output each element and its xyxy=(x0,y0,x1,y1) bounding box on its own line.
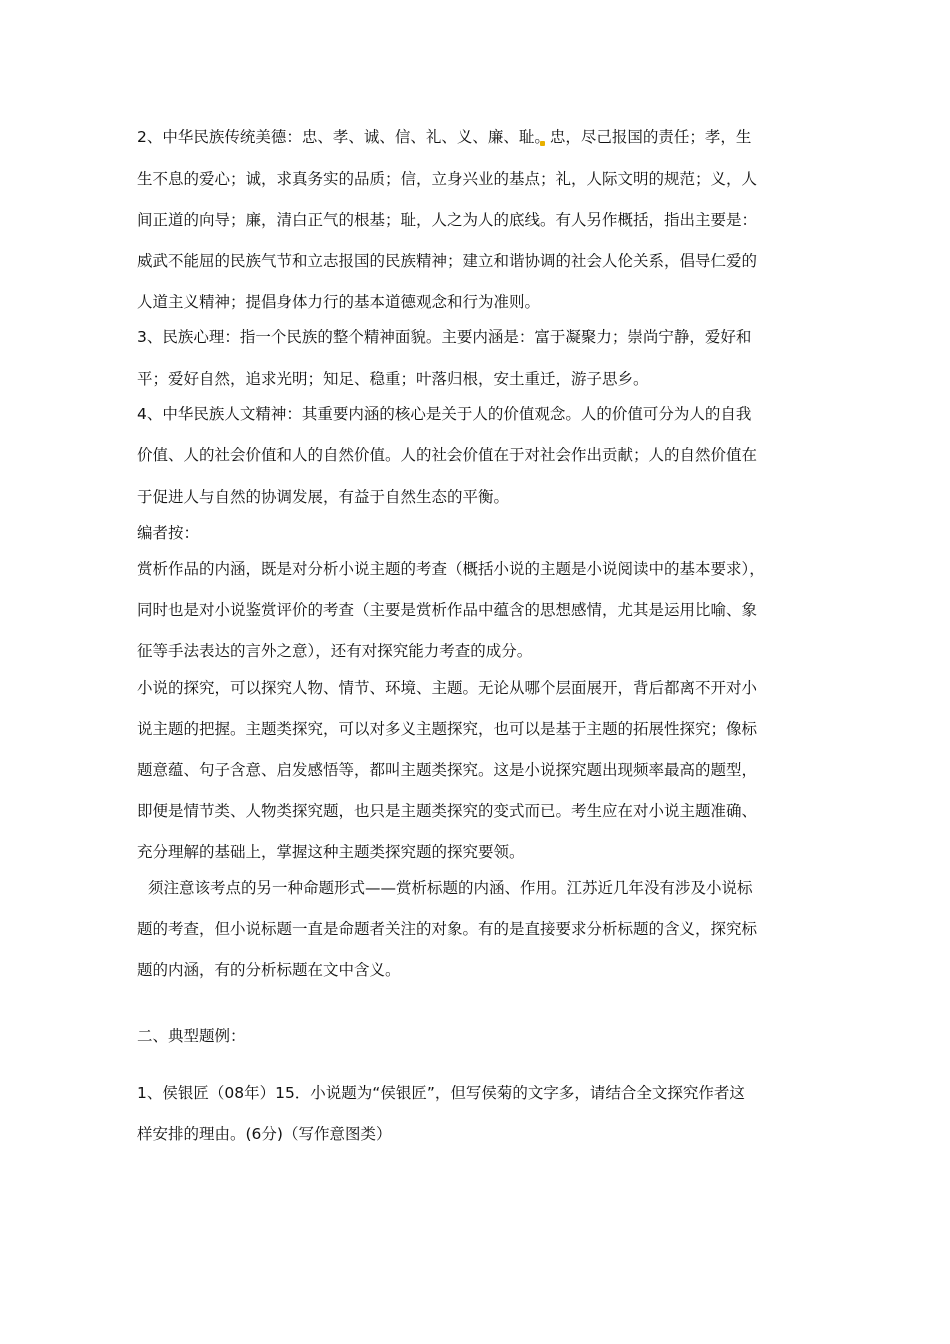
text-line: 4、中华民族人文精神：其重要内涵的核心是关于人的价值观念。人的价值可分为人的自我 xyxy=(137,405,752,423)
text-line: 题意蕴、句子含意、启发感悟等，都叫主题类探究。这是小说探究题出现频率最高的题型， xyxy=(137,761,758,779)
text-line: 样安排的理由。(6分)（写作意图类） xyxy=(137,1125,392,1143)
text-line: 生不息的爱心；诚，求真务实的品质；信，立身兴业的基点；礼，人际文明的规范；义，人 xyxy=(137,170,758,188)
text-line: 同时也是对小说鉴赏评价的考查（主要是赏析作品中蕴含的思想感情，尤其是运用比喻、象 xyxy=(137,601,758,619)
text-line: 2、中华民族传统美德：忠、孝、诚、信、礼、义、廉、耻。忠，尽己报国的责任；孝，生 xyxy=(137,128,752,146)
text-line: 题的考查，但小说标题一直是命题者关注的对象。有的是直接要求分析标题的含义，探究标 xyxy=(137,920,758,938)
text-line: 充分理解的基础上，掌握这种主题类探究题的探究要领。 xyxy=(137,843,525,861)
section-heading: 二、典型题例： xyxy=(137,1027,246,1045)
text-line: 于促进人与自然的协调发展，有益于自然生态的平衡。 xyxy=(137,488,510,506)
text-line: 价值、人的社会价值和人的自然价值。人的社会价值在于对社会作出贡献；人的自然价值在 xyxy=(137,446,758,464)
text-line: 人道主义精神；提倡身体力行的基本道德观念和行为准则。 xyxy=(137,293,541,311)
text-line: 1、侯银匠（08年）15．小说题为“侯银匠”，但写侯菊的文字多，请结合全文探究作者这 xyxy=(137,1084,745,1102)
text-line: 间正道的向导；廉，清白正气的根基；耻，人之为人的底线。有人另作概括，指出主要是： xyxy=(137,211,758,229)
text-line: 题的内涵，有的分析标题在文中含义。 xyxy=(137,961,401,979)
text-line: 威武不能屈的民族气节和立志报国的民族精神；建立和谐协调的社会人伦关系，倡导仁爱的 xyxy=(137,252,758,270)
text-line: 即便是情节类、人物类探究题，也只是主题类探究的变式而已。考生应在对小说主题准确、 xyxy=(137,802,758,820)
text-line: 征等手法表达的言外之意），还有对探究能力考查的成分。 xyxy=(137,642,533,660)
text-line: 赏析作品的内涵，既是对分析小说主题的考查（概括小说的主题是小说阅读中的基本要求）， xyxy=(137,560,765,578)
text-line: 须注意该考点的另一种命题形式——赏析标题的内涵、作用。江苏近几年没有涉及小说标 xyxy=(148,879,753,897)
text-line: 平；爱好自然，追求光明；知足、稳重；叶落归根，安土重迁，游子思乡。 xyxy=(137,370,649,388)
section-heading: 编者按： xyxy=(137,524,200,542)
text-line: 说主题的把握。主题类探究，可以对多义主题探究，也可以是基于主题的拓展性探究；像标 xyxy=(137,720,758,738)
text-line: 3、民族心理：指一个民族的整个精神面貌。主要内涵是：富于凝聚力；崇尚宁静，爱好和 xyxy=(137,328,752,346)
text-line: 小说的探究，可以探究人物、情节、环境、主题。无论从哪个层面展开，背后都离不开对小 xyxy=(137,679,758,697)
